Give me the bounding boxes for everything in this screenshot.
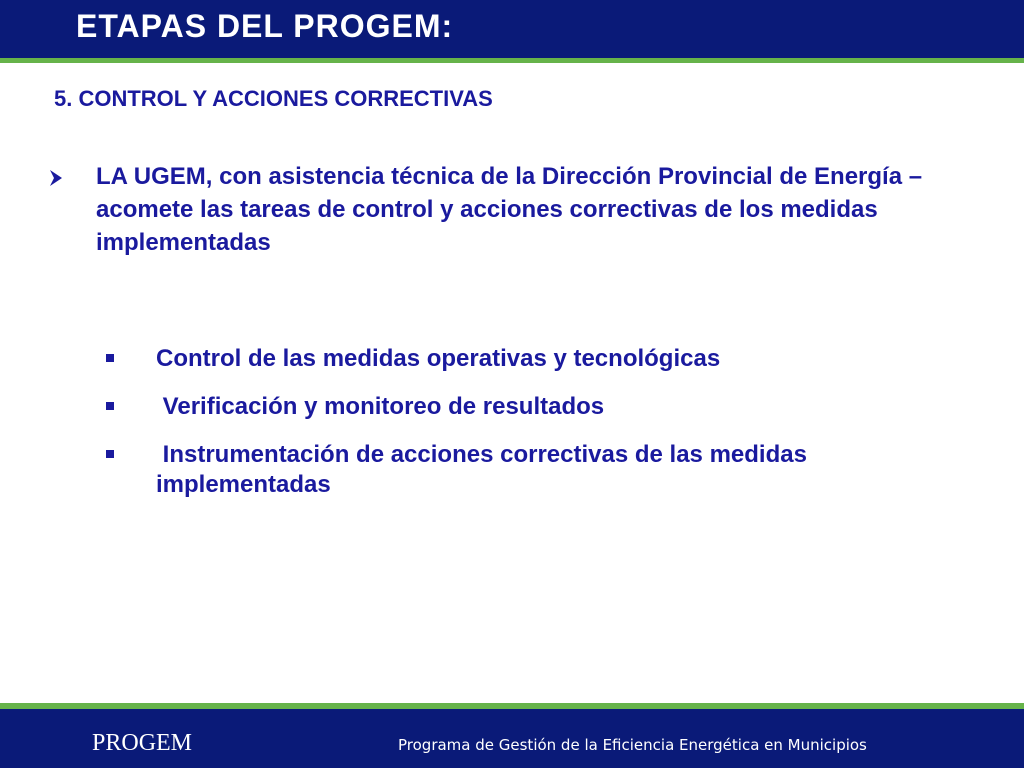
list-item xyxy=(100,392,980,422)
sub-list xyxy=(100,344,980,518)
page-title: ETAPAS DEL PROGEM: xyxy=(76,8,454,44)
list-item-text: Control de las medidas operativas y tecnológicas xyxy=(156,345,721,372)
footer-brand: PROGEM xyxy=(92,730,193,756)
list-item xyxy=(100,440,980,500)
square-bullet-icon xyxy=(106,354,114,362)
section-heading: 5. CONTROL Y ACCIONES CORRECTIVAS xyxy=(54,86,493,111)
list-item-text: Instrumentación de acciones correctivas de las medidas implementadas xyxy=(156,441,814,498)
footer-program-name: Programa de Gestión de la Eficiencia Energética en Municipios xyxy=(398,736,867,754)
square-bullet-icon xyxy=(106,450,114,458)
square-bullet-icon xyxy=(106,402,114,410)
arrow-bullet-icon xyxy=(46,168,66,188)
list-item xyxy=(100,344,980,374)
header-divider xyxy=(0,58,1024,63)
main-bullet-text: LA UGEM, con asistencia técnica de la Dirección Provincial de Energía – acomete las tareas de control y acciones correctivas de los medidas implementadas xyxy=(96,163,923,256)
list-item-text: Verificación y monitoreo de resultados xyxy=(156,393,605,420)
